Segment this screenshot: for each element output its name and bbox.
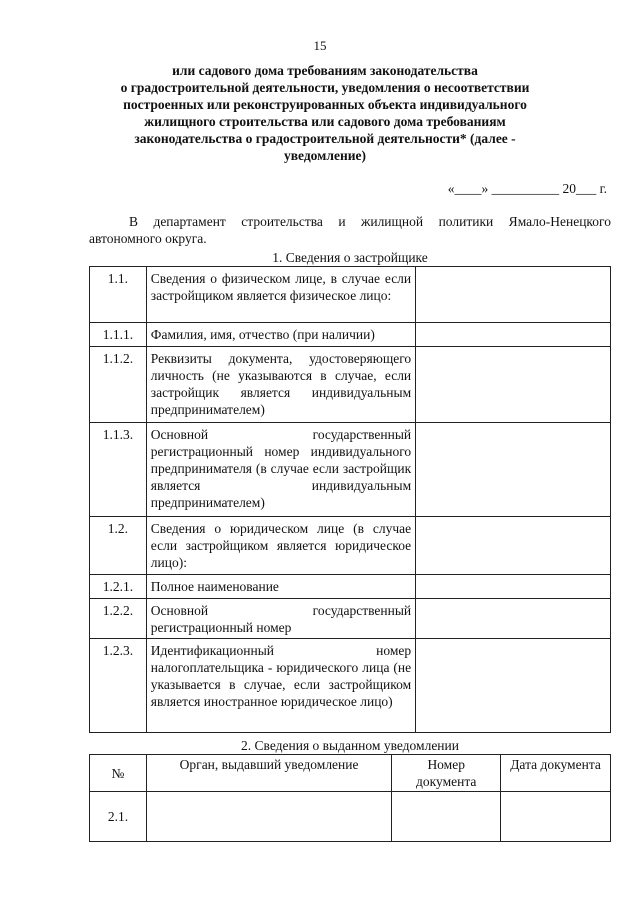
table-row	[90, 423, 611, 517]
table-row	[90, 599, 611, 639]
row-value-cell[interactable]	[416, 347, 611, 423]
header-number: №	[90, 755, 147, 792]
table-row	[90, 575, 611, 599]
title-line: уведомление)	[284, 148, 366, 163]
row-label: Идентификационный номер налогоплательщика - юридического лица (не указывается в случае, если застройщиком является иностранное юридическое лицо)	[146, 639, 415, 733]
row-label: Полное наименование	[146, 575, 415, 599]
title-line: или садового дома требованиям законодательства	[172, 63, 478, 78]
title-line: жилищного строительства или садового дома требованиям	[144, 114, 506, 129]
row-value-cell[interactable]	[416, 575, 611, 599]
doc-number-cell[interactable]	[392, 792, 501, 842]
table-row	[90, 792, 611, 842]
row-number: 1.2.2.	[90, 599, 147, 639]
header-doc-number: Номер документа	[392, 755, 501, 792]
row-label: Реквизиты документа, удостоверяющего личность (не указываются в случае, если застройщик является индивидуальным предпринимателем)	[146, 347, 415, 423]
row-value-cell[interactable]	[416, 323, 611, 347]
row-number: 1.2.	[90, 517, 147, 575]
row-number: 1.1.	[90, 267, 147, 323]
row-number: 1.1.3.	[90, 423, 147, 517]
document-title	[95, 62, 555, 164]
section-1-title: 1. Сведения о застройщике	[272, 250, 428, 265]
row-value-cell[interactable]	[416, 517, 611, 575]
table-row	[90, 517, 611, 575]
table-header-row	[90, 755, 611, 792]
developer-info-table	[89, 266, 611, 733]
row-label: Сведения о физическом лице, в случае если застройщиком является физическое лицо:	[146, 267, 415, 323]
table-row	[90, 323, 611, 347]
row-number: 1.1.1.	[90, 323, 147, 347]
row-number: 1.1.2.	[90, 347, 147, 423]
row-number: 1.2.1.	[90, 575, 147, 599]
row-label: Основной государственный регистрационный номер	[146, 599, 415, 639]
title-line: построенных или реконструированных объекта индивидуального	[123, 97, 527, 112]
row-value-cell[interactable]	[416, 639, 611, 733]
organ-cell[interactable]	[146, 792, 391, 842]
section-2-title: 2. Сведения о выданном уведомлении	[241, 738, 459, 753]
row-label: Фамилия, имя, отчество (при наличии)	[146, 323, 415, 347]
table-row	[90, 347, 611, 423]
row-number: 2.1.	[90, 792, 147, 842]
addressee-paragraph: В департамент строительства и жилищной политики Ямало-Ненецкого автономного округа.	[89, 214, 611, 246]
row-value-cell[interactable]	[416, 267, 611, 323]
table-row	[90, 267, 611, 323]
row-value-cell[interactable]	[416, 423, 611, 517]
date-field: «____» __________ 20___ г.	[447, 181, 607, 196]
row-number: 1.2.3.	[90, 639, 147, 733]
row-value-cell[interactable]	[416, 599, 611, 639]
page-number: 15	[313, 38, 327, 53]
row-label: Основной государственный регистрационный номер индивидуального предпринимателя (в случае если застройщик является индивидуальным предпринимателем)	[146, 423, 415, 517]
notification-info-table	[89, 754, 611, 842]
header-organ: Орган, выдавший уведомление	[146, 755, 391, 792]
title-line: о градостроительной деятельности, уведомления о несоответствии	[120, 80, 530, 95]
row-label: Сведения о юридическом лице (в случае если застройщиком является юридическое лицо):	[146, 517, 415, 575]
table-row	[90, 639, 611, 733]
header-doc-date: Дата документа	[501, 755, 611, 792]
title-line: законодательства о градостроительной деятельности* (далее -	[134, 131, 516, 146]
doc-date-cell[interactable]	[501, 792, 611, 842]
